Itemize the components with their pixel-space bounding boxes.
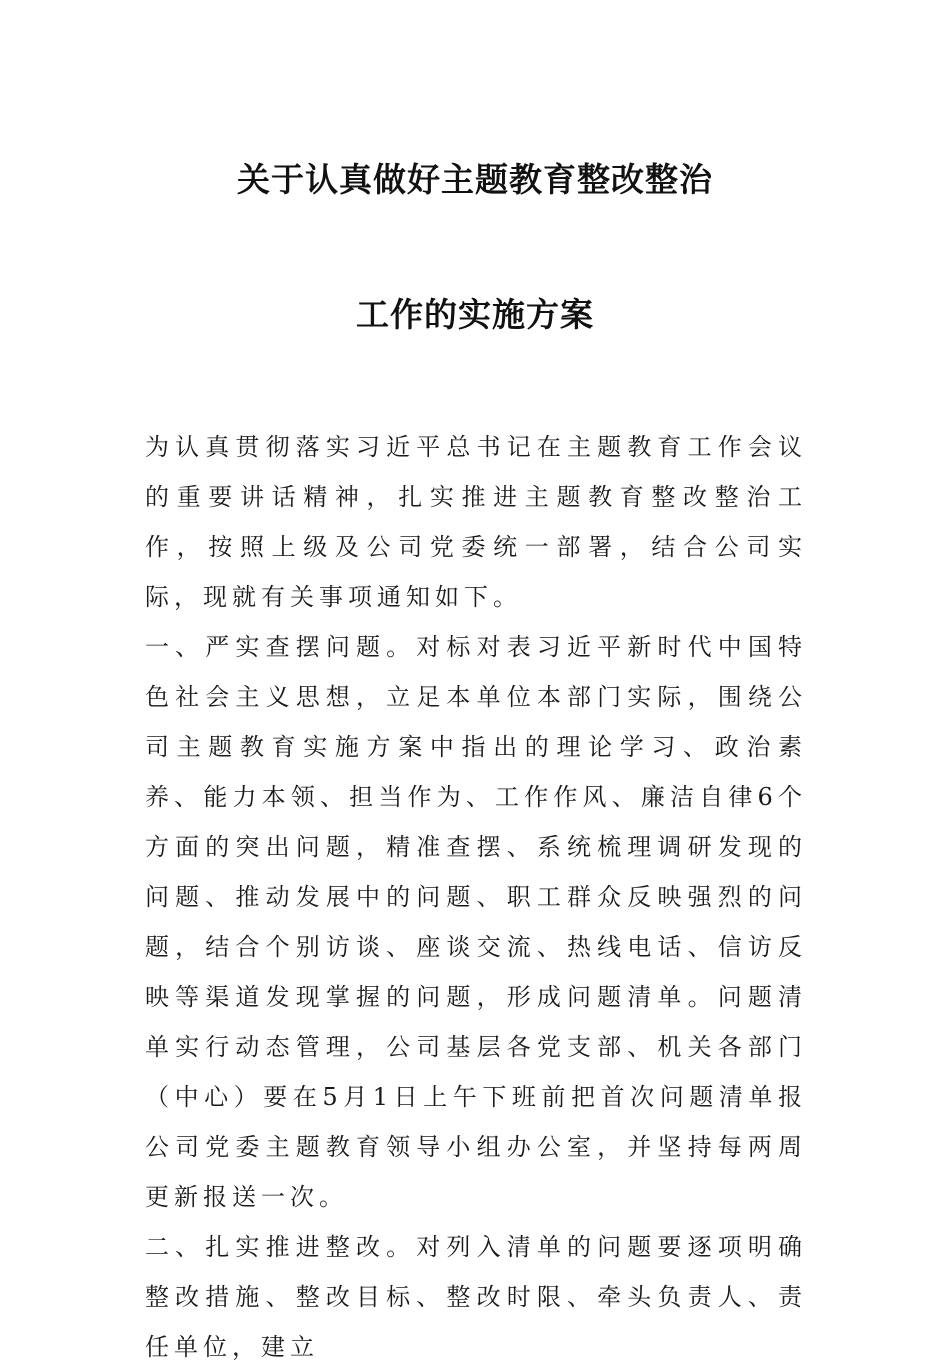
document-body: [145, 422, 807, 1372]
intro-paragraph: 为认真贯彻落实习近平总书记在主题教育工作会议的重要讲话精神，扎实推进主题教育整改整治工作，按照上级及公司党委统一部署，结合公司实际，现就有关事项通知如下。: [145, 433, 807, 611]
section-2-paragraph: 二、扎实推进整改。对列入清单的问题要逐项明确整改措施、整改目标、整改时限、牵头负责人、责任单位，建立: [145, 1233, 807, 1361]
section-1-paragraph: 一、严实查摆问题。对标对表习近平新时代中国特色社会主义思想，立足本单位本部门实际，围绕公司主题教育实施方案中指出的理论学习、政治素养、能力本领、担当作为、工作作风、廉洁自律6个方面的突出问题，精准查摆、系统梳理调研发现的问题、推动发展中的问题、职工群众反映强烈的问题，结合个别访谈、座谈交流、热线电话、信访反映等渠道发现掌握的问题，形成问题清单。问题清单实行动态管理，公司基层各党支部、机关各部门（中心）要在5月1日上午下班前把首次问题清单报公司党委主题教育领导小组办公室，并坚持每两周更新报送一次。: [145, 633, 807, 1211]
document-title-line-2: 工作的实施方案: [356, 295, 594, 334]
document-title-line-1: 关于认真做好主题教育整改整治: [237, 160, 713, 199]
